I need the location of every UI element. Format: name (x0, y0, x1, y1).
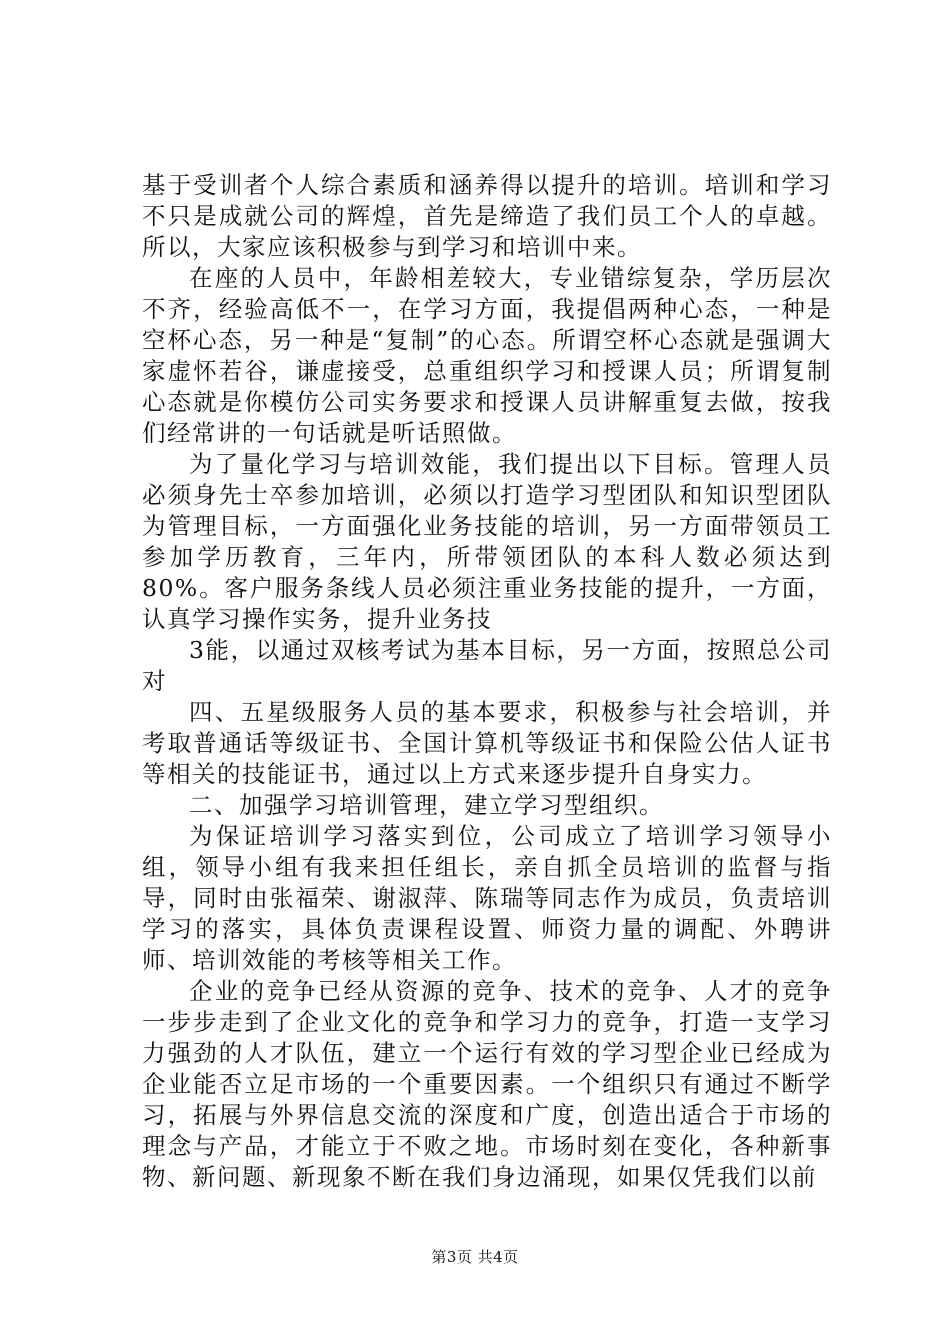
page-number-footer: 第3页 共4页 (431, 1248, 519, 1266)
paragraph-2: 在座的人员中，年龄相差较大，专业错综复杂，学历层次不齐，经验高低不一，在学习方面，我提倡两种心态，一种是空杯心态，另一种是“复制”的心态。所谓空杯心态就是强调大家虚怀若谷，谦虚接受，总重组织学习和授课人员；所谓复制心态就是你模仿公司实务要求和授课人员讲解重复去做，按我们经常讲的一句话就是听话照做。 (142, 264, 832, 447)
paragraph-4: 3能，以通过双核考试为基本目标，另一方面，按照总公司对 (142, 636, 832, 695)
paragraph-1: 基于受训者个人综合素质和涵养得以提升的培训。培训和学习不只是成就公司的辉煌，首先是缔造了我们员工个人的卓越。所以，大家应该积极参与到学习和培训中来。 (142, 171, 832, 261)
section-heading: 二、加强学习培训管理，建立学习型组织。 (189, 791, 664, 819)
document-body (142, 170, 832, 1193)
paragraph-7: 为保证培训学习落实到位，公司成立了培训学习领导小组，领导小组有我来担任组长，亲自抓全员培训的监督与指导，同时由张福荣、谢淑萍、陈瑞等同志作为成员，负责培训学习的落实，具体负责课程设置、师资力量的调配、外聘讲师、培训效能的考核等相关工作。 (142, 822, 832, 974)
paragraph-5: 四、五星级服务人员的基本要求，积极参与社会培训，并考取普通话等级证书、全国计算机等级证书和保险公估人证书等相关的技能证书，通过以上方式来逐步提升自身实力。 (142, 698, 832, 788)
paragraph-3: 为了量化学习与培训效能，我们提出以下目标。管理人员必须身先士卒参加培训，必须以打造学习型团队和知识型团队为管理目标，一方面强化业务技能的培训，另一方面带领员工参加学历教育，三年内，所带领团队的本科人数必须达到80%。客户服务条线人员必须注重业务技能的提升，一方面，认真学习操作实务，提升业务技 (142, 450, 832, 633)
paragraph-8: 企业的竞争已经从资源的竞争、技术的竞争、人才的竞争一步步走到了企业文化的竞争和学习力的竞争，打造一支学习力强劲的人才队伍，建立一个运行有效的学习型企业已经成为企业能否立足市场的一个重要因素。一个组织只有通过不断学习，拓展与外界信息交流的深度和广度，创造出适合于市场的理念与产品，才能立于不败之地。市场时刻在变化，各种新事物、新问题、新现象不断在我们身边涌现，如果仅凭我们以前 (142, 977, 832, 1191)
